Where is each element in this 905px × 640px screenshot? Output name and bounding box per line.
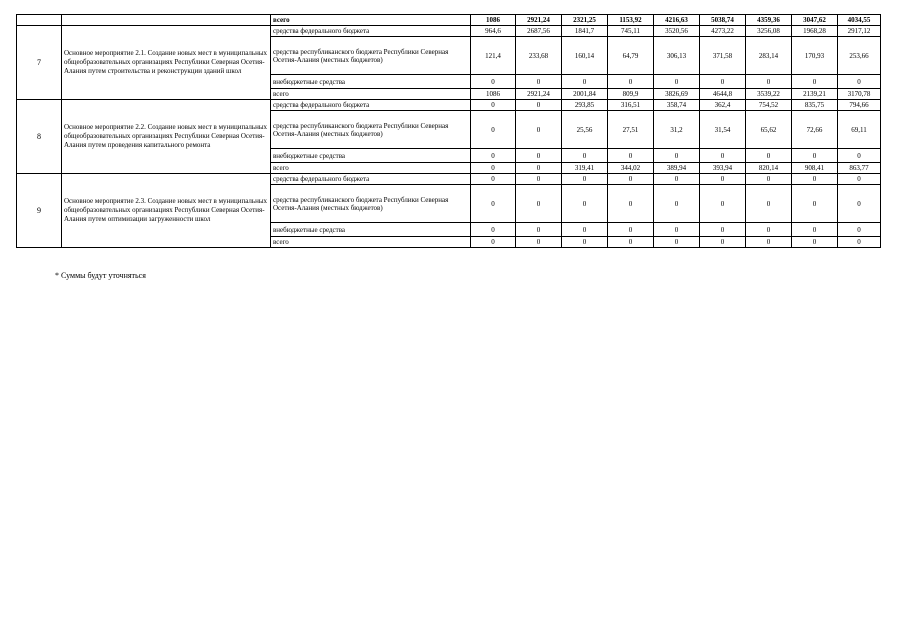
value-cell: 745,11	[608, 26, 654, 37]
value-cell: 0	[792, 223, 838, 237]
index-cell	[17, 15, 62, 26]
value-cell: 1086	[471, 15, 516, 26]
value-cell: 0	[654, 149, 700, 163]
value-cell: 316,51	[608, 100, 654, 111]
value-cell: 0	[746, 223, 792, 237]
row-index: 8	[17, 100, 62, 174]
value-cell: 31,54	[700, 111, 746, 149]
source-label: средства республиканского бюджета Республики Северная Осетия-Алания (местных бюджетов)	[271, 111, 471, 149]
value-cell: 3539,22	[746, 89, 792, 100]
value-cell: 0	[792, 185, 838, 223]
value-cell: 3520,56	[654, 26, 700, 37]
value-cell: 371,58	[700, 37, 746, 75]
value-cell: 344,02	[608, 163, 654, 174]
table-body	[17, 15, 881, 248]
value-cell: 0	[700, 75, 746, 89]
value-cell: 0	[562, 237, 608, 248]
value-cell: 2139,21	[792, 89, 838, 100]
value-cell: 5038,74	[700, 15, 746, 26]
value-cell: 794,66	[838, 100, 881, 111]
value-cell: 170,93	[792, 37, 838, 75]
value-cell: 306,13	[654, 37, 700, 75]
source-label: внебюджетные средства	[271, 223, 471, 237]
table-row	[17, 100, 881, 111]
value-cell: 0	[471, 185, 516, 223]
value-cell: 0	[562, 223, 608, 237]
value-cell: 0	[471, 149, 516, 163]
value-cell: 0	[608, 237, 654, 248]
measure-title: Основное мероприятие 2.1. Создание новых мест в муниципальных общеобразовательных организациях Республики Северная Осетия-Алания путем строительства и реконструкции зданий школ	[62, 26, 271, 100]
value-cell: 0	[838, 223, 881, 237]
value-cell: 0	[516, 100, 562, 111]
value-cell: 283,14	[746, 37, 792, 75]
value-cell: 3826,69	[654, 89, 700, 100]
value-cell: 0	[516, 185, 562, 223]
value-cell: 0	[562, 75, 608, 89]
value-cell: 2921,24	[516, 15, 562, 26]
value-cell: 2321,25	[562, 15, 608, 26]
value-cell: 0	[838, 174, 881, 185]
value-cell: 0	[746, 185, 792, 223]
value-cell: 160,14	[562, 37, 608, 75]
measure-title: Основное мероприятие 2.3. Создание новых мест в муниципальных общеобразовательных организациях Республики Северная Осетия-Алания путем оптимизации загруженности школ	[62, 174, 271, 248]
value-cell: 0	[516, 75, 562, 89]
value-cell: 0	[608, 75, 654, 89]
value-cell: 0	[700, 185, 746, 223]
value-cell: 0	[608, 185, 654, 223]
value-cell: 0	[792, 149, 838, 163]
source-label: всего	[271, 89, 471, 100]
value-cell: 0	[700, 223, 746, 237]
value-cell: 820,14	[746, 163, 792, 174]
value-cell: 121,4	[471, 37, 516, 75]
value-cell: 0	[792, 174, 838, 185]
value-cell: 1841,7	[562, 26, 608, 37]
value-cell: 835,75	[792, 100, 838, 111]
value-cell: 964,6	[471, 26, 516, 37]
value-cell: 4359,36	[746, 15, 792, 26]
value-cell: 0	[516, 111, 562, 149]
value-cell: 0	[471, 75, 516, 89]
value-cell: 3256,08	[746, 26, 792, 37]
measure-title: Основное мероприятие 2.2. Создание новых мест в муниципальных общеобразовательных организациях Республики Северная Осетия-Алания путем проведения капитального ремонта	[62, 100, 271, 174]
value-cell: 293,85	[562, 100, 608, 111]
title-cell	[62, 15, 271, 26]
value-cell: 0	[608, 223, 654, 237]
value-cell: 4216,63	[654, 15, 700, 26]
value-cell: 393,94	[700, 163, 746, 174]
value-cell: 0	[654, 174, 700, 185]
value-cell: 0	[654, 223, 700, 237]
value-cell: 0	[516, 149, 562, 163]
value-cell: 0	[792, 237, 838, 248]
value-cell: 0	[746, 174, 792, 185]
value-cell: 0	[700, 149, 746, 163]
source-label: средства федерального бюджета	[271, 26, 471, 37]
source-label: всего	[271, 237, 471, 248]
value-cell: 358,74	[654, 100, 700, 111]
value-cell: 253,66	[838, 37, 881, 75]
value-cell: 0	[654, 237, 700, 248]
source-label: всего	[271, 15, 471, 26]
value-cell: 0	[516, 174, 562, 185]
value-cell: 0	[700, 237, 746, 248]
value-cell: 0	[471, 174, 516, 185]
value-cell: 1153,92	[608, 15, 654, 26]
value-cell: 0	[746, 75, 792, 89]
value-cell: 0	[471, 100, 516, 111]
value-cell: 3170,78	[838, 89, 881, 100]
value-cell: 0	[471, 237, 516, 248]
value-cell: 0	[471, 111, 516, 149]
source-label: внебюджетные средства	[271, 75, 471, 89]
value-cell: 0	[838, 185, 881, 223]
value-cell: 0	[838, 237, 881, 248]
value-cell: 0	[562, 149, 608, 163]
value-cell: 0	[562, 174, 608, 185]
value-cell: 863,77	[838, 163, 881, 174]
value-cell: 25,56	[562, 111, 608, 149]
value-cell: 4034,55	[838, 15, 881, 26]
value-cell: 0	[471, 163, 516, 174]
value-cell: 2921,24	[516, 89, 562, 100]
value-cell: 0	[700, 174, 746, 185]
value-cell: 3047,62	[792, 15, 838, 26]
source-label: средства федерального бюджета	[271, 100, 471, 111]
value-cell: 0	[746, 149, 792, 163]
value-cell: 1086	[471, 89, 516, 100]
value-cell: 0	[838, 75, 881, 89]
value-cell: 0	[608, 174, 654, 185]
value-cell: 0	[516, 237, 562, 248]
value-cell: 0	[471, 223, 516, 237]
table-row	[17, 15, 881, 26]
value-cell: 0	[654, 185, 700, 223]
value-cell: 0	[608, 149, 654, 163]
value-cell: 809,9	[608, 89, 654, 100]
row-index: 7	[17, 26, 62, 100]
table-row	[17, 26, 881, 37]
source-label: средства федерального бюджета	[271, 174, 471, 185]
source-label: средства республиканского бюджета Республики Северная Осетия-Алания (местных бюджетов)	[271, 37, 471, 75]
value-cell: 1968,28	[792, 26, 838, 37]
value-cell: 4273,22	[700, 26, 746, 37]
budget-table	[16, 14, 881, 248]
value-cell: 69,11	[838, 111, 881, 149]
value-cell: 64,79	[608, 37, 654, 75]
value-cell: 31,2	[654, 111, 700, 149]
row-index: 9	[17, 174, 62, 248]
value-cell: 319,41	[562, 163, 608, 174]
value-cell: 0	[562, 185, 608, 223]
value-cell: 754,52	[746, 100, 792, 111]
value-cell: 0	[746, 237, 792, 248]
source-label: средства республиканского бюджета Республики Северная Осетия-Алания (местных бюджетов)	[271, 185, 471, 223]
source-label: всего	[271, 163, 471, 174]
value-cell: 65,62	[746, 111, 792, 149]
value-cell: 389,94	[654, 163, 700, 174]
value-cell: 27,51	[608, 111, 654, 149]
value-cell: 0	[516, 223, 562, 237]
value-cell: 233,68	[516, 37, 562, 75]
value-cell: 2687,56	[516, 26, 562, 37]
value-cell: 72,66	[792, 111, 838, 149]
value-cell: 2917,12	[838, 26, 881, 37]
value-cell: 0	[792, 75, 838, 89]
table-row	[17, 174, 881, 185]
footnote: * Суммы будут уточняться	[55, 271, 146, 280]
value-cell: 0	[838, 149, 881, 163]
value-cell: 4644,8	[700, 89, 746, 100]
value-cell: 0	[654, 75, 700, 89]
source-label: внебюджетные средства	[271, 149, 471, 163]
value-cell: 908,41	[792, 163, 838, 174]
value-cell: 362,4	[700, 100, 746, 111]
value-cell: 2001,84	[562, 89, 608, 100]
value-cell: 0	[516, 163, 562, 174]
